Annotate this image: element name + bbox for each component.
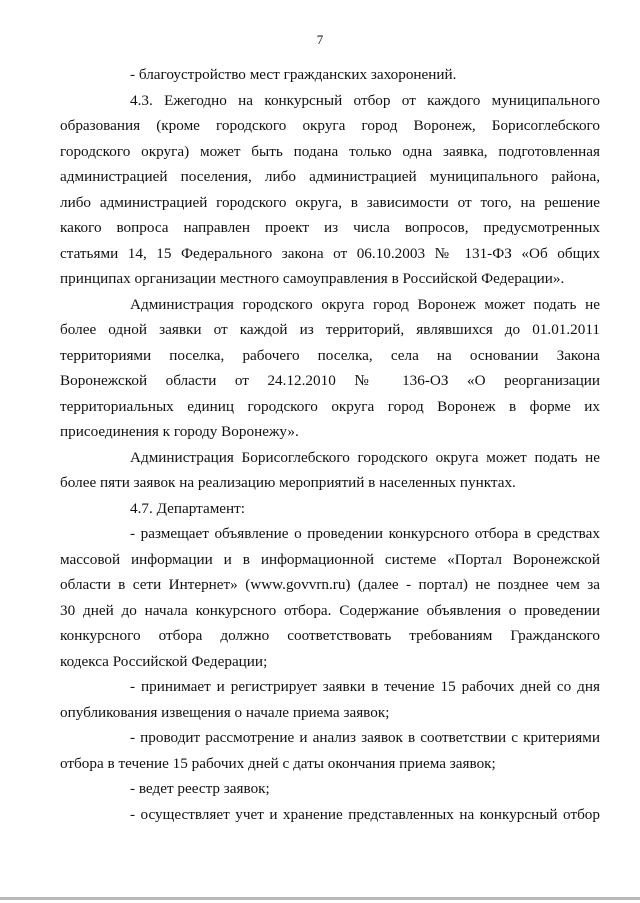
text-line: Воронежской области от 24.12.2010 № 136-ОЗ «О реорганизации [60, 372, 600, 389]
text-line: - ведет реестр заявок; [130, 780, 270, 797]
text-line: статьями 14, 15 Федерального закона от 06.10.2003 № 131-ФЗ «Об общих [60, 244, 600, 262]
page-number: 7 [316, 32, 324, 47]
text-line: более пяти заявок на реализацию мероприятий в населенных пунктах. [60, 474, 516, 491]
text-line: 30 дней до начала конкурсного отбора. Содержание объявления о проведении [60, 601, 600, 619]
text-line: администрацией поселения, либо администрацией муниципального района, [60, 168, 600, 185]
text-line: городского округа) может быть подана только одна заявка, подготовленная [60, 142, 600, 160]
text-line: более одной заявки от каждой из территорий, являвшихся до 01.01.2011 [60, 321, 600, 338]
text-line: области в сети Интернет» (www.govvrn.ru) (далее - портал) не позднее чем за [60, 576, 600, 593]
text-line: - размещает объявление о проведении конкурсного отбора в средствах [130, 525, 600, 542]
text-line: какого вопроса направлен проект из числа вопросов, предусмотренных [60, 219, 600, 236]
text-line: опубликования извещения о начале приема заявок; [60, 703, 390, 721]
text-line: территориальных единиц городского округа город Воронеж в форме их [60, 397, 600, 415]
text-line: - принимает и регистрирует заявки в течение 15 рабочих дней со дня [130, 678, 600, 695]
text-line: 4.3. Ежегодно на конкурсный отбор от каждого муниципального [130, 91, 600, 109]
text-line: - осуществляет учет и хранение представленных на конкурсный отбор [130, 805, 600, 823]
text-line: образования (кроме городского округа город Воронеж, Борисоглебского [60, 117, 600, 134]
text-line: либо администрацией городского округа, в зависимости от того, на решение [60, 193, 600, 211]
document-body [60, 62, 600, 827]
text-line: кодекса Российской Федерации; [60, 652, 268, 670]
text-line: конкурсного отбора должно соответствовать требованиям Гражданского [60, 627, 600, 644]
text-line: принципах организации местного самоуправления в Российской Федерации». [60, 270, 565, 287]
text-line: - благоустройство мест гражданских захоронений. [130, 66, 457, 83]
text-line: массовой информации и в информационной системе «Портал Воронежской [60, 550, 600, 568]
text-line: присоединения к городу Воронежу». [60, 423, 299, 440]
text-line: - проводит рассмотрение и анализ заявок в соответствии с критериями [130, 729, 600, 746]
text-line: отбора в течение 15 рабочих дней с даты окончания приема заявок; [60, 754, 496, 772]
text-line: территориями поселка, рабочего поселка, села на основании Закона [60, 346, 600, 364]
text-line: Администрация городского округа город Воронеж может подать не [130, 295, 600, 313]
text-line: Администрация Борисоглебского городского округа может подать не [130, 448, 600, 466]
page-bottom-edge [0, 897, 640, 900]
text-line: 4.7. Департамент: [130, 499, 246, 517]
